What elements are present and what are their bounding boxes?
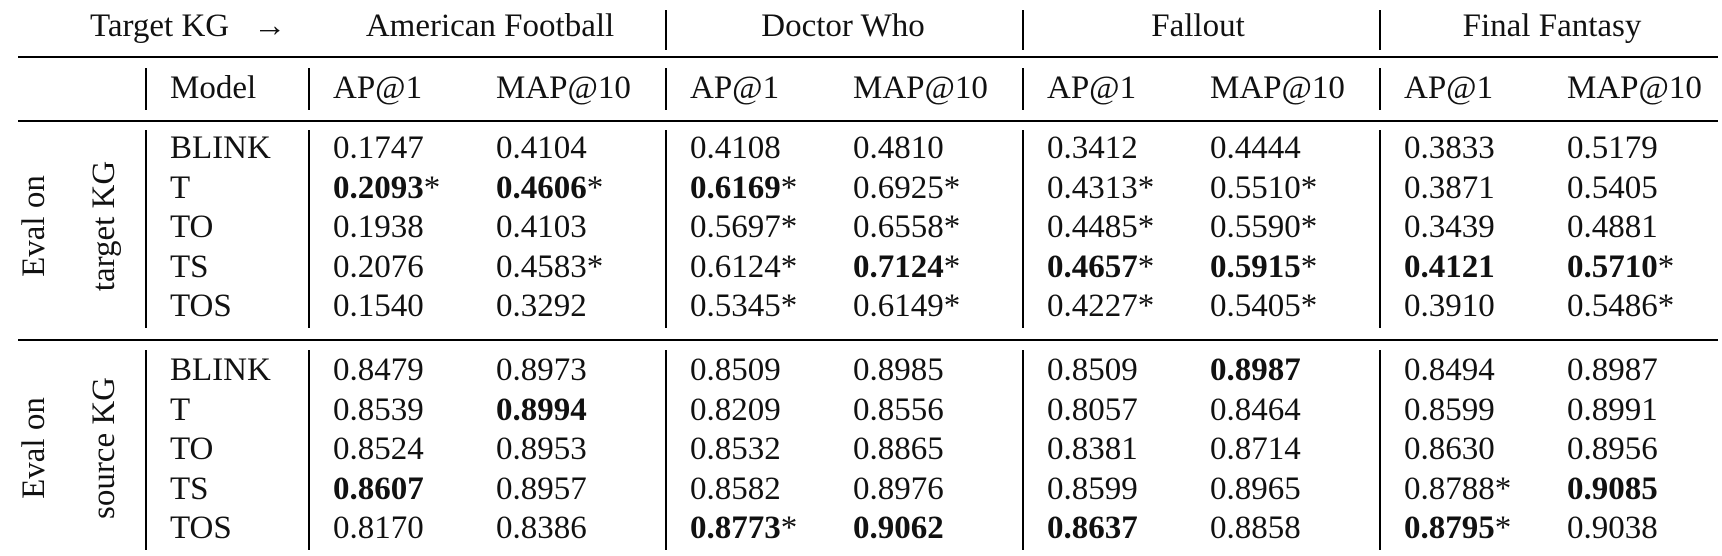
cell-value: 0.4606: [496, 169, 587, 206]
table-cell: [496, 469, 587, 509]
corner-label-text: Target KG: [90, 8, 230, 44]
cell-value: 0.8858: [1210, 510, 1301, 546]
kg-header-american-football: American Football: [365, 8, 615, 44]
table-cell: [1210, 469, 1301, 509]
table-cell: [853, 168, 960, 208]
table-cell: [1047, 350, 1138, 390]
column-divider: [1022, 130, 1024, 328]
table-cell: [1210, 247, 1317, 287]
table-cell: [1567, 286, 1674, 326]
kg-header-final-fantasy: Final Fantasy: [1462, 8, 1642, 44]
column-divider: [665, 10, 667, 50]
cell-value: 0.8985: [853, 352, 944, 388]
cell-value: 0.8532: [690, 431, 781, 467]
cell-value: 0.2093: [333, 169, 424, 206]
table-cell: [853, 207, 960, 247]
cell-value: 0.4444: [1210, 130, 1301, 166]
group-label-source-line2: source KG: [86, 376, 122, 520]
table-cell: [496, 390, 587, 430]
cell-value: 0.8973: [496, 352, 587, 388]
cell-value: 0.4485: [1047, 209, 1138, 245]
table-cell: [496, 207, 587, 247]
cell-value: 0.4121: [1404, 248, 1495, 285]
significance-marker: *: [780, 288, 798, 324]
model-column-header: Model: [170, 70, 257, 106]
table-cell: [1404, 128, 1495, 168]
table-cell: [853, 350, 944, 390]
table-cell: [1210, 508, 1301, 548]
column-divider: [665, 68, 667, 110]
group-label-target-line2: target KG: [86, 160, 122, 292]
cell-value: 0.8494: [1404, 352, 1495, 388]
cell-value: 0.6169: [690, 169, 781, 206]
metric-header-ff-ap1: AP@1: [1404, 70, 1494, 106]
table-cell: [1404, 508, 1511, 548]
table-cell: [333, 128, 424, 168]
table-cell: [333, 350, 424, 390]
group-label-target-line1: Eval on: [16, 175, 52, 277]
model-name: TOS: [170, 288, 232, 324]
column-divider: [145, 130, 147, 328]
table-cell: [1210, 350, 1301, 390]
table-cell: [496, 128, 587, 168]
cell-value: 0.4313: [1047, 169, 1138, 206]
table-cell: [690, 247, 797, 287]
significance-marker: *: [1300, 169, 1318, 206]
table-cell: [496, 286, 587, 326]
table-cell: [1210, 429, 1301, 469]
cell-value: 0.8953: [496, 431, 587, 467]
cell-value: 0.5345: [690, 288, 781, 324]
cell-value: 0.3871: [1404, 169, 1495, 206]
table-cell: [496, 168, 603, 208]
table-cell: [1047, 508, 1138, 548]
table-cell: [333, 247, 424, 287]
table-cell: [1404, 429, 1495, 469]
significance-marker: *: [1300, 209, 1318, 245]
table-cell: [1567, 508, 1658, 548]
cell-value: 0.8991: [1567, 391, 1658, 428]
cell-value: 0.3910: [1404, 288, 1495, 324]
table-cell: [1567, 168, 1658, 208]
significance-marker: *: [586, 248, 604, 285]
column-divider: [308, 350, 310, 550]
cell-value: 0.5710: [1567, 248, 1658, 285]
significance-marker: *: [780, 248, 798, 285]
column-divider: [1379, 130, 1381, 328]
table-cell: [1404, 469, 1511, 509]
cell-value: 0.1747: [333, 130, 424, 166]
cell-value: 0.9062: [853, 510, 944, 546]
significance-marker: *: [1137, 288, 1155, 324]
cell-value: 0.4810: [853, 130, 944, 166]
table-cell: [496, 508, 587, 548]
table-cell: [690, 286, 797, 326]
kg-header-doctor-who: Doctor Who: [761, 8, 925, 44]
table-cell: [496, 350, 587, 390]
column-divider: [308, 130, 310, 328]
corner-label: [90, 6, 286, 46]
cell-value: 0.6149: [853, 288, 944, 324]
cell-value: 0.8795: [1404, 510, 1495, 546]
table-cell: [1567, 469, 1658, 509]
cell-value: 0.3412: [1047, 130, 1138, 166]
table-cell: [690, 350, 781, 390]
column-divider: [665, 130, 667, 328]
cell-value: 0.8556: [853, 391, 944, 428]
cell-value: 0.8965: [1210, 470, 1301, 507]
table-cell: [853, 390, 944, 430]
rule-group-divider: [18, 339, 1718, 341]
table-cell: [333, 207, 424, 247]
model-name: T: [170, 169, 191, 206]
table-cell: [1047, 128, 1138, 168]
cell-value: 0.4108: [690, 130, 781, 166]
cell-value: 0.8524: [333, 431, 424, 467]
table-cell: [1210, 207, 1317, 247]
cell-value: 0.8582: [690, 470, 781, 507]
column-divider: [665, 350, 667, 550]
model-name: TO: [170, 209, 214, 245]
rule-header-bottom: [18, 120, 1718, 122]
significance-marker: *: [780, 209, 798, 245]
cell-value: 0.3833: [1404, 130, 1495, 166]
cell-value: 0.4583: [496, 248, 587, 285]
cell-value: 0.8381: [1047, 431, 1138, 467]
table-cell: [1047, 286, 1154, 326]
cell-value: 0.8865: [853, 431, 944, 467]
cell-value: 0.5486: [1567, 288, 1658, 324]
table-cell: [853, 286, 960, 326]
table-cell: [496, 429, 587, 469]
model-name: BLINK: [170, 352, 271, 388]
kg-header-fallout: Fallout: [1151, 8, 1245, 44]
table-cell: [1047, 390, 1138, 430]
cell-value: 0.8994: [496, 391, 587, 428]
cell-value: 0.5915: [1210, 248, 1301, 285]
cell-value: 0.8987: [1567, 352, 1658, 388]
cell-value: 0.7124: [853, 248, 944, 285]
cell-value: 0.8976: [853, 470, 944, 507]
significance-marker: *: [1657, 288, 1675, 324]
cell-value: 0.8509: [690, 352, 781, 388]
table-cell: [690, 207, 797, 247]
cell-value: 0.8386: [496, 510, 587, 546]
table-cell: [1047, 469, 1138, 509]
table-cell: [333, 469, 424, 509]
metric-header-af-ap1: AP@1: [333, 70, 423, 106]
cell-value: 0.8539: [333, 391, 424, 428]
table-cell: [1210, 168, 1317, 208]
table-cell: [333, 390, 424, 430]
metric-header-ff-map10: MAP@10: [1567, 70, 1702, 106]
table-cell: [1047, 429, 1138, 469]
cell-value: 0.8057: [1047, 391, 1138, 428]
cell-value: 0.5405: [1210, 288, 1301, 324]
model-name: TO: [170, 431, 214, 467]
column-divider: [1022, 350, 1024, 550]
cell-value: 0.8788: [1404, 470, 1495, 507]
metric-header-fo-map10: MAP@10: [1210, 70, 1345, 106]
significance-marker: *: [780, 169, 798, 206]
significance-marker: *: [1137, 248, 1155, 285]
significance-marker: *: [1137, 169, 1155, 206]
cell-value: 0.8599: [1404, 391, 1495, 428]
table-cell: [1404, 390, 1495, 430]
cell-value: 0.2076: [333, 248, 424, 285]
significance-marker: *: [943, 169, 961, 206]
significance-marker: *: [1494, 510, 1512, 546]
cell-value: 0.4103: [496, 209, 587, 245]
table-cell: [853, 508, 944, 548]
table-cell: [1404, 247, 1495, 287]
significance-marker: *: [943, 248, 961, 285]
cell-value: 0.6558: [853, 209, 944, 245]
table-cell: [1210, 128, 1301, 168]
cell-value: 0.8637: [1047, 510, 1138, 546]
cell-value: 0.4227: [1047, 288, 1138, 324]
table-cell: [1567, 429, 1658, 469]
model-name: TOS: [170, 510, 232, 546]
cell-value: 0.4881: [1567, 209, 1658, 245]
column-divider: [1379, 350, 1381, 550]
rule-header-top: [18, 56, 1718, 58]
cell-value: 0.3439: [1404, 209, 1495, 245]
column-divider: [1379, 68, 1381, 110]
significance-marker: *: [943, 209, 961, 245]
cell-value: 0.8630: [1404, 431, 1495, 467]
table-cell: [1404, 207, 1495, 247]
table-cell: [1210, 390, 1301, 430]
table-cell: [1567, 128, 1658, 168]
table-cell: [690, 469, 781, 509]
metric-header-dw-ap1: AP@1: [690, 70, 780, 106]
table-cell: [690, 508, 797, 548]
cell-value: 0.1938: [333, 209, 424, 245]
significance-marker: *: [943, 288, 961, 324]
cell-value: 0.8773: [690, 510, 781, 546]
table-cell: [1047, 207, 1154, 247]
table-cell: [333, 286, 424, 326]
group-label-source-line1: Eval on: [16, 397, 52, 499]
significance-marker: *: [780, 510, 798, 546]
cell-value: 0.8956: [1567, 431, 1658, 467]
model-name: TS: [170, 470, 209, 507]
cell-value: 0.8607: [333, 470, 424, 507]
right-arrow-icon: →: [253, 8, 287, 44]
table-cell: [496, 247, 603, 287]
column-divider: [308, 68, 310, 110]
metric-header-dw-map10: MAP@10: [853, 70, 988, 106]
cell-value: 0.5697: [690, 209, 781, 245]
cell-value: 0.8957: [496, 470, 587, 507]
table-cell: [853, 469, 944, 509]
cell-value: 0.6124: [690, 248, 781, 285]
table-cell: [690, 390, 781, 430]
table-cell: [1404, 168, 1495, 208]
cell-value: 0.8987: [1210, 352, 1301, 388]
column-divider: [1022, 10, 1024, 50]
table-cell: [333, 168, 440, 208]
cell-value: 0.8599: [1047, 470, 1138, 507]
table-cell: [1567, 207, 1658, 247]
table-cell: [1047, 168, 1154, 208]
table-cell: [853, 247, 960, 287]
table-cell: [1567, 350, 1658, 390]
table-cell: [1404, 350, 1495, 390]
cell-value: 0.6925: [853, 169, 944, 206]
cell-value: 0.5179: [1567, 130, 1658, 166]
table-cell: [1404, 286, 1495, 326]
metric-header-fo-ap1: AP@1: [1047, 70, 1137, 106]
cell-value: 0.8170: [333, 510, 424, 546]
cell-value: 0.8209: [690, 391, 781, 428]
significance-marker: *: [1657, 248, 1675, 285]
table-cell: [853, 429, 944, 469]
cell-value: 0.1540: [333, 288, 424, 324]
cell-value: 0.4104: [496, 130, 587, 166]
table-cell: [1210, 286, 1317, 326]
table-cell: [333, 429, 424, 469]
cell-value: 0.8714: [1210, 431, 1301, 467]
table-cell: [333, 508, 424, 548]
significance-marker: *: [423, 169, 441, 206]
table-cell: [1567, 247, 1674, 287]
table-cell: [1567, 390, 1658, 430]
model-name: BLINK: [170, 130, 271, 166]
cell-value: 0.4657: [1047, 248, 1138, 285]
cell-value: 0.9085: [1567, 470, 1658, 507]
cell-value: 0.5510: [1210, 169, 1301, 206]
column-divider: [1022, 68, 1024, 110]
table-cell: [853, 128, 944, 168]
table-cell: [1047, 247, 1154, 287]
table-cell: [690, 168, 797, 208]
cell-value: 0.8509: [1047, 352, 1138, 388]
column-divider: [145, 68, 147, 110]
significance-marker: *: [1300, 288, 1318, 324]
table-cell: [690, 429, 781, 469]
cell-value: 0.5405: [1567, 169, 1658, 206]
cell-value: 0.8464: [1210, 391, 1301, 428]
significance-marker: *: [1137, 209, 1155, 245]
column-divider: [1379, 10, 1381, 50]
cell-value: 0.9038: [1567, 510, 1658, 546]
cell-value: 0.8479: [333, 352, 424, 388]
significance-marker: *: [1300, 248, 1318, 285]
metric-header-af-map10: MAP@10: [496, 70, 631, 106]
significance-marker: *: [586, 169, 604, 206]
cell-value: 0.5590: [1210, 209, 1301, 245]
model-name: T: [170, 391, 191, 428]
model-name: TS: [170, 248, 209, 285]
significance-marker: *: [1494, 470, 1512, 507]
cell-value: 0.3292: [496, 288, 587, 324]
table-cell: [690, 128, 781, 168]
column-divider: [145, 350, 147, 550]
